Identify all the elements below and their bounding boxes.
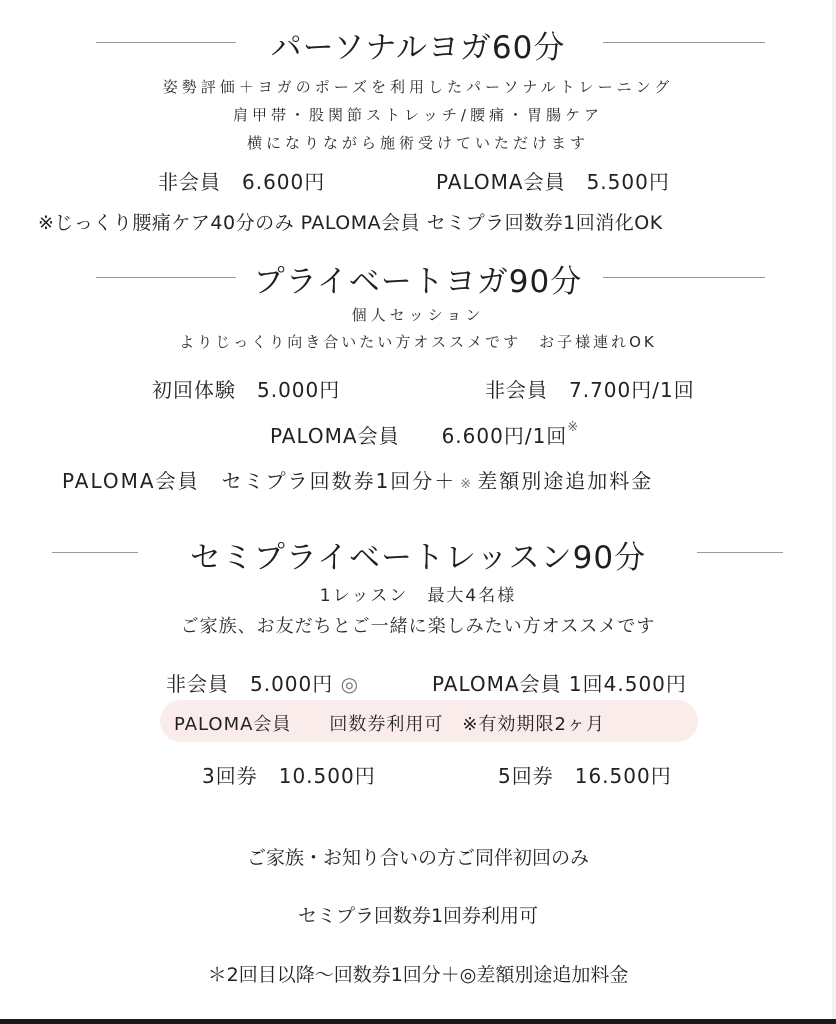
- ticket-3-price: 3回券 10.500円: [202, 764, 376, 788]
- family-note: セミプラ回数券1回券利用可: [297, 905, 539, 927]
- bottom-edge-bar: [0, 1019, 836, 1024]
- price-trial: 初回体験 5.000円: [152, 378, 341, 402]
- ticket-note-text: PALOMA会員 セミプラ回数券1回分＋: [62, 469, 457, 493]
- price-nonmember: [166, 668, 359, 697]
- section-title-semi-private: セミプライベートレッスン90分: [189, 540, 647, 576]
- description-line: 1レッスン 最大4名様: [319, 586, 517, 606]
- ticket-surcharge-note: [62, 465, 653, 494]
- price-member: [270, 420, 579, 449]
- section-title-private-yoga: プライベートヨガ90分: [253, 264, 583, 300]
- price-nonmember: 非会員 6.600円: [158, 170, 326, 194]
- description-line: ご家族、お友だちとご一緒に楽しみたい方オススメです: [180, 616, 656, 637]
- note-mark: ※: [567, 420, 580, 435]
- note-mark: ※: [460, 477, 474, 492]
- description-line: 横になりながら施術受けていただけます: [246, 134, 589, 152]
- family-note: ＊2回目以降〜回数券1回分＋◎差額別途追加料金: [207, 964, 629, 986]
- ticket-availability-note: PALOMA会員 回数券利用可 ※有効期限2ヶ月: [174, 714, 605, 735]
- description-line: よりじっくり向き合いたい方オススメです お子様連れOK: [179, 333, 657, 351]
- description-line: 肩甲帯・股関節ストレッチ/腰痛・胃腸ケア: [233, 106, 603, 124]
- lower-back-care-note: ※じっくり腰痛ケア40分のみ PALOMA会員 セミプラ回数券1回消化OK: [38, 212, 663, 234]
- price-nonmember-text: 非会員 5.000円: [166, 672, 334, 696]
- section-title-personal-yoga: パーソナルヨガ60分: [270, 30, 566, 66]
- price-member-text: PALOMA会員 6.600円/1回: [270, 424, 568, 448]
- price-member: PALOMA会員 5.500円: [436, 170, 670, 194]
- right-edge-shade: [832, 0, 836, 1024]
- ticket-note-text: 差額別途追加料金: [477, 469, 654, 493]
- ticket-5-price: 5回券 16.500円: [498, 764, 672, 788]
- double-circle-mark: ◎: [340, 672, 360, 696]
- family-note: ご家族・お知り合いの方ご同伴初回のみ: [246, 847, 589, 869]
- price-member: PALOMA会員 1回4.500円: [432, 672, 687, 696]
- description-line: 個人セッション: [351, 306, 485, 324]
- description-line: 姿勢評価＋ヨガのポーズを利用したパーソナルトレーニング: [162, 78, 674, 96]
- price-nonmember: 非会員 7.700円/1回: [485, 378, 695, 402]
